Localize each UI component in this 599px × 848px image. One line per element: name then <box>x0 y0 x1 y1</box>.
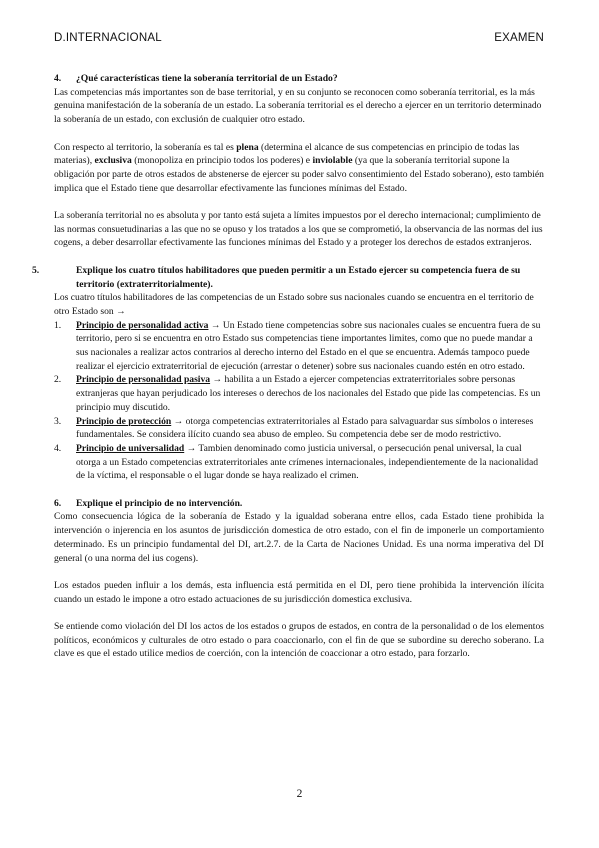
question-6-title: Explique el principio de no intervención. <box>76 497 243 509</box>
question-4-number: 4. <box>54 73 62 84</box>
document-body <box>32 72 544 661</box>
page-number: 2 <box>296 788 303 800</box>
question-4-heading <box>54 72 544 86</box>
q6-paragraph-1: Como consecuencia lógica de la soberanía de Estado y la igualdad soberana entre ellos, cada Estado tiene prohibida la intervención o injerencia en los asuntos de jurisdicción domestica de otro estado, con el fin de imponerle un comportamiento determinado. Es un principio fundamental del DI, art.2.7. de la Carta de Naciones Unidad. Es una norma imperativa del DI general (o una norma del ius cogens). <box>54 511 544 564</box>
page-header <box>54 32 544 52</box>
question-5-title: Explique los cuatro títulos habilitadores que pueden permitir a un Estado ejercer su competencia fuera de su territorio (extraterritorialmente). <box>76 264 521 290</box>
list-item <box>54 442 544 483</box>
header-exam-label: EXAMEN <box>494 32 544 44</box>
q4-p2-text-d: (monopoliza en principio todos los poderes) e <box>131 155 313 167</box>
header-subject: D.INTERNACIONAL <box>54 32 162 44</box>
list-item-text: → otorga competencias extraterritoriales al Estado para salvaguardar sus símbolos o intereses fundamentales. Se considera ilícito cuando sea abuso de empleo. Su competencia debe ser de modo restrictivo. <box>76 415 534 441</box>
q4-p2-bold-plena: plena <box>236 141 259 153</box>
list-item-title: Principio de protección <box>76 415 172 427</box>
list-item-number: 1. <box>54 319 62 331</box>
question-5-number: 5. <box>32 264 40 276</box>
q6-paragraph-3: Se entiende como violación del DI los actos de los estados o grupos de estados, en contra de la personalidad o de los elementos políticos, económicos y culturales de otro estado o para coaccionarlo, con el fin de que se subordine su derecho soberano. La clave es que el estado utilice medios de coerción, con la intención de coaccionar a otro estado, para forzarlo. <box>54 621 544 660</box>
q4-p2-text-c: (determina el alcance de sus competencias en principio de todas las materias), <box>54 141 520 167</box>
list-item-title: Principio de personalidad activa <box>76 319 209 331</box>
list-item-number: 2. <box>54 374 62 386</box>
list-item-number: 4. <box>54 442 62 454</box>
list-item <box>54 319 544 374</box>
question-6-number: 6. <box>54 497 62 509</box>
q5-intro: Los cuatro títulos habilitadores de las competencias de un Estado sobre sus nacionales cuando se encuentra en el territorio de otro Estado son → <box>54 292 534 317</box>
q4-p2-text-a: Con respecto al territorio, la soberanía es tal es <box>54 141 237 153</box>
list-item-number: 3. <box>54 415 62 427</box>
list-item-title: Principio de universalidad <box>76 442 185 454</box>
question-4-title: ¿Qué características tiene la soberanía territorial de un Estado? <box>76 73 338 84</box>
q4-paragraph-3: La soberanía territorial no es absoluta y por tanto está sujeta a límites impuestos por el derecho internacional; cumplimiento de las normas consuetudinarias a las que no se opuso y los tratados a los que se comprometió, la observancia de las normas del ius cogens, a deber desarrollar efectivamente las funciones mínimas del Estado y a proteger los derechos de estados extranjeros. <box>54 210 543 249</box>
list-item-title: Principio de personalidad pasiva <box>76 374 211 386</box>
q4-p2-text-e: (ya que la soberanía territorial supone la obligación por parte de otros estados de abstenerse de ejercer su poder salvo consentimiento del Estado soberano), esto también implica que el Estado tiene que desarrollar efectivamente las funciones mínimas del Estado. <box>54 155 544 194</box>
list-item-text: → Tambien denominado como justicia universal, o persecución penal universal, la cual otorga a un Estado competencias extraterritoriales ante crímenes internacionales, independientemente de la nacionalidad de la víctima, el responsable o el lugar donde se haya realizado el crimen. <box>76 442 538 482</box>
list-item-text: → Un Estado tiene competencias sobre sus nacionales cuales se encuentra fuera de su territorio, pero si se encuentra en otro Estado sus competencias tiene importantes limites, como que no puede mandar a sus nacionales a realizar actos contrarios al derecho interno del Estado en el que se encuentra. Además tampoco puede realizar el ejercicio extraterritorial de ejecución (arrestar o detener) sobre sus nacionales cuando estén en otro estado. <box>76 319 541 372</box>
list-item <box>54 373 544 414</box>
list-item-text: → habilita a un Estado a ejercer competencias extraterritoriales sobre personas extranjeras que hayan perjudicado los intereses o derechos de los nacionales del Estado que pide las competencias. Es un principio muy discutido. <box>76 374 541 413</box>
q4-paragraph-2 <box>54 141 544 196</box>
q4-p2-bold-exclusiva: exclusiva <box>94 155 132 167</box>
question-5-heading <box>32 264 544 291</box>
q4-p2-bold-inviolable: inviolable <box>312 155 353 167</box>
list-item <box>54 415 544 442</box>
q4-paragraph-1: Las competencias más importantes son de base territorial, y en su conjunto se reconocen como soberanía territorial, es la más genuina manifestación de la soberanía de un estado. La soberanía territorial es el derecho a ejercer en un territorio determinado la soberanía de un estado, con exclusión de cualquier otro estado. <box>54 86 542 126</box>
q6-paragraph-2: Los estados pueden influir a los demás, esta influencia está permitida en el DI, pero tiene prohibida la intervención ilícita cuando un estado le impone a otro estado actuaciones de su jurisdicción domestica exclusiva. <box>54 579 544 605</box>
q5-principles-list <box>54 319 544 483</box>
question-6-heading <box>54 497 544 511</box>
